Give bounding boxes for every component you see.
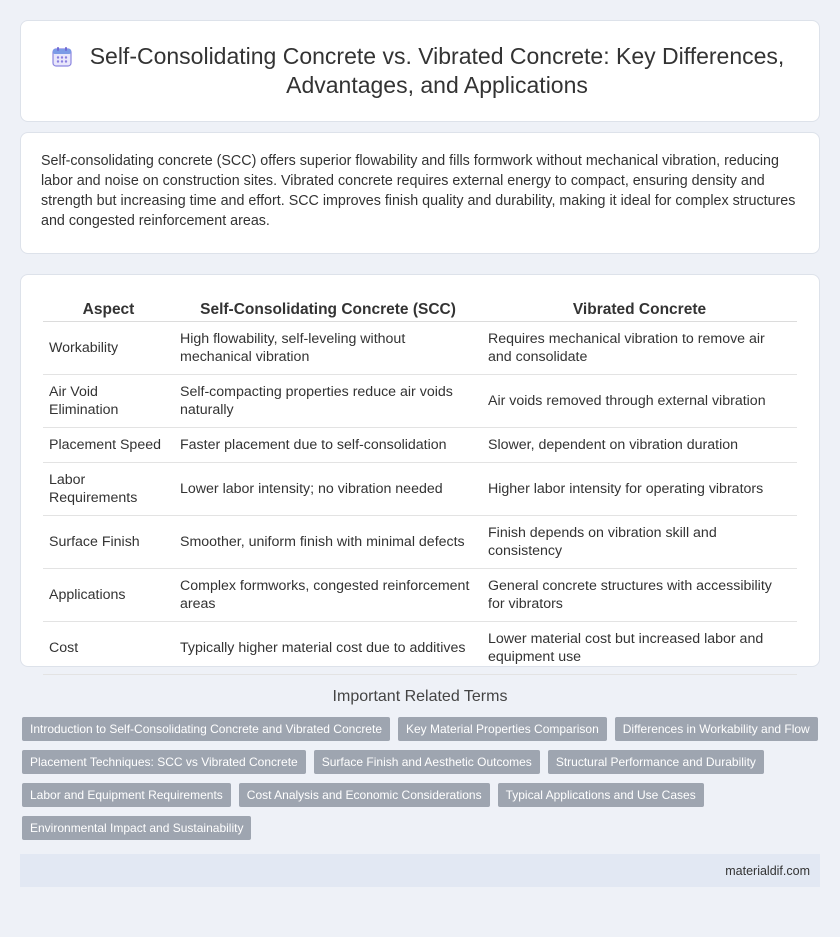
row-scc: Faster placement due to self-consolidation	[174, 428, 482, 463]
related-terms-heading: Important Related Terms	[332, 688, 508, 705]
comparison-card	[20, 274, 820, 667]
related-tag[interactable]: Key Material Properties Comparison	[398, 717, 607, 741]
row-scc: Complex formworks, congested reinforcement areas	[174, 569, 482, 622]
row-scc: Smoother, uniform finish with minimal defects	[174, 516, 482, 569]
header-vibrated: Vibrated Concrete	[482, 295, 797, 322]
row-vibrated: Slower, dependent on vibration duration	[482, 428, 797, 463]
row-scc: Lower labor intensity; no vibration needed	[174, 463, 482, 516]
row-aspect: Placement Speed	[43, 428, 174, 463]
related-tag[interactable]: Introduction to Self-Consolidating Concrete and Vibrated Concrete	[22, 717, 390, 741]
page-title: Self-Consolidating Concrete vs. Vibrated Concrete: Key Differences, Advantages, and Applications	[89, 43, 785, 98]
row-vibrated: Lower material cost but increased labor and equipment use	[482, 622, 797, 675]
related-tags	[22, 717, 818, 840]
table-row	[43, 463, 797, 516]
table-row	[43, 516, 797, 569]
comparison-table	[43, 295, 797, 675]
table-header-row	[43, 295, 797, 322]
calendar-icon	[51, 46, 73, 68]
row-vibrated: Higher labor intensity for operating vibrators	[482, 463, 797, 516]
row-scc: Typically higher material cost due to additives	[174, 622, 482, 675]
row-aspect: Labor Requirements	[43, 463, 174, 516]
row-aspect: Cost	[43, 622, 174, 675]
related-tag[interactable]: Cost Analysis and Economic Considerations	[239, 783, 490, 807]
related-tag[interactable]: Structural Performance and Durability	[548, 750, 764, 774]
title-wrap	[51, 42, 789, 100]
title-card	[20, 20, 820, 122]
row-vibrated: Requires mechanical vibration to remove air and consolidate	[482, 322, 797, 375]
related-tag[interactable]: Surface Finish and Aesthetic Outcomes	[314, 750, 540, 774]
table-row	[43, 322, 797, 375]
row-vibrated: Air voids removed through external vibration	[482, 375, 797, 428]
row-vibrated: Finish depends on vibration skill and consistency	[482, 516, 797, 569]
row-aspect: Surface Finish	[43, 516, 174, 569]
related-tag[interactable]: Typical Applications and Use Cases	[498, 783, 704, 807]
related-tag[interactable]: Environmental Impact and Sustainability	[22, 816, 251, 840]
row-aspect: Workability	[43, 322, 174, 375]
row-scc: Self-compacting properties reduce air voids naturally	[174, 375, 482, 428]
row-scc: High flowability, self-leveling without mechanical vibration	[174, 322, 482, 375]
row-vibrated: General concrete structures with accessibility for vibrators	[482, 569, 797, 622]
row-aspect: Air Void Elimination	[43, 375, 174, 428]
intro-card	[20, 132, 820, 254]
footer	[20, 854, 820, 887]
header-aspect: Aspect	[43, 295, 174, 322]
footer-site-link[interactable]: materialdif.com	[725, 863, 810, 878]
related-tag[interactable]: Differences in Workability and Flow	[615, 717, 818, 741]
related-tag[interactable]: Labor and Equipment Requirements	[22, 783, 231, 807]
table-row	[43, 375, 797, 428]
intro-text: Self-consolidating concrete (SCC) offers superior flowability and fills formwork without mechanical vibration, reducing labor and noise on construction sites. Vibrated concrete requires external energy to compact, ensuring density and strength but increasing time and effort. SCC improves finish quality and durability, making it ideal for complex structures and congested reinforcement areas.	[41, 153, 796, 229]
table-row	[43, 622, 797, 675]
table-row	[43, 428, 797, 463]
row-aspect: Applications	[43, 569, 174, 622]
table-row	[43, 569, 797, 622]
header-scc: Self-Consolidating Concrete (SCC)	[174, 295, 482, 322]
related-tag[interactable]: Placement Techniques: SCC vs Vibrated Concrete	[22, 750, 306, 774]
